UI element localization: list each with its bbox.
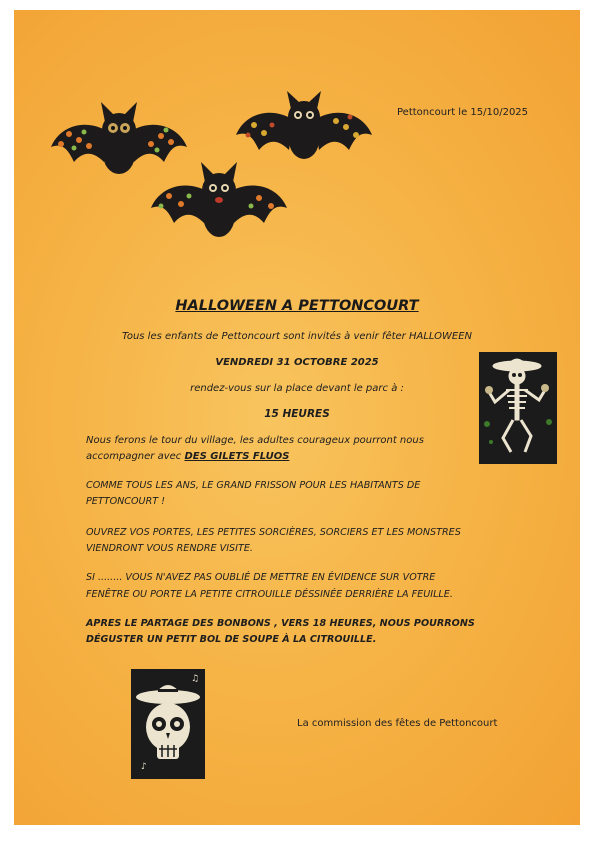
bat-cutouts-illustration bbox=[44, 80, 384, 250]
para3-line-2: FENÊTRE OU PORTE LA PETITE CITROUILLE DÉSSINÉE DERRIÈRE LA FEUILLE. bbox=[86, 589, 453, 600]
event-time: 15 HEURES bbox=[264, 408, 330, 420]
para1-line-2: PETTONCOURT ! bbox=[86, 496, 165, 507]
event-date: VENDREDI 31 OCTOBRE 2025 bbox=[215, 357, 379, 368]
signature-line: La commission des fêtes de Pettoncourt bbox=[297, 718, 498, 729]
page-title: HALLOWEEN A PETTONCOURT bbox=[175, 298, 419, 314]
dancing-skeleton-sombrero-illustration bbox=[479, 352, 557, 464]
tour-line-2 bbox=[86, 451, 289, 462]
sugar-skull-sombrero-illustration bbox=[131, 669, 205, 779]
para2-line-2: VIENDRONT VOUS RENDRE VISITE. bbox=[86, 543, 253, 554]
meeting-line: rendez-vous sur la place devant le parc à : bbox=[190, 383, 404, 394]
para4-line-2: DÉGUSTER UN PETIT BOL DE SOUPE À LA CITROUILLE. bbox=[86, 634, 377, 645]
flyer-sheet bbox=[14, 10, 580, 825]
gilets-fluos-emphasis: DES GILETS FLUOS bbox=[184, 451, 290, 462]
tour-line-1: Nous ferons le tour du village, les adultes courageux pourront nous bbox=[86, 435, 424, 446]
para2-line-1: OUVREZ VOS PORTES, LES PETITES SORCIÈRES, SORCIERS ET LES MONSTRES bbox=[86, 527, 461, 538]
svg-text:♫: ♫ bbox=[191, 674, 200, 684]
para3-line-1: SI ........ VOUS N'AVEZ PAS OUBLIÉ DE METTRE EN ÉVIDENCE SUR VOTRE bbox=[86, 572, 436, 583]
tour-line-2-prefix: accompagner avec bbox=[86, 451, 185, 462]
para4-line-1: APRES LE PARTAGE DES BONBONS , VERS 18 HEURES, NOUS POURRONS bbox=[86, 618, 475, 629]
intro-line: Tous les enfants de Pettoncourt sont invités à venir fêter HALLOWEEN bbox=[121, 331, 473, 342]
svg-text:♪: ♪ bbox=[141, 762, 147, 772]
para1-line-1: COMME TOUS LES ANS, LE GRAND FRISSON POUR LES HABITANTS DE bbox=[86, 480, 421, 491]
date-line: Pettoncourt le 15/10/2025 bbox=[397, 107, 529, 118]
